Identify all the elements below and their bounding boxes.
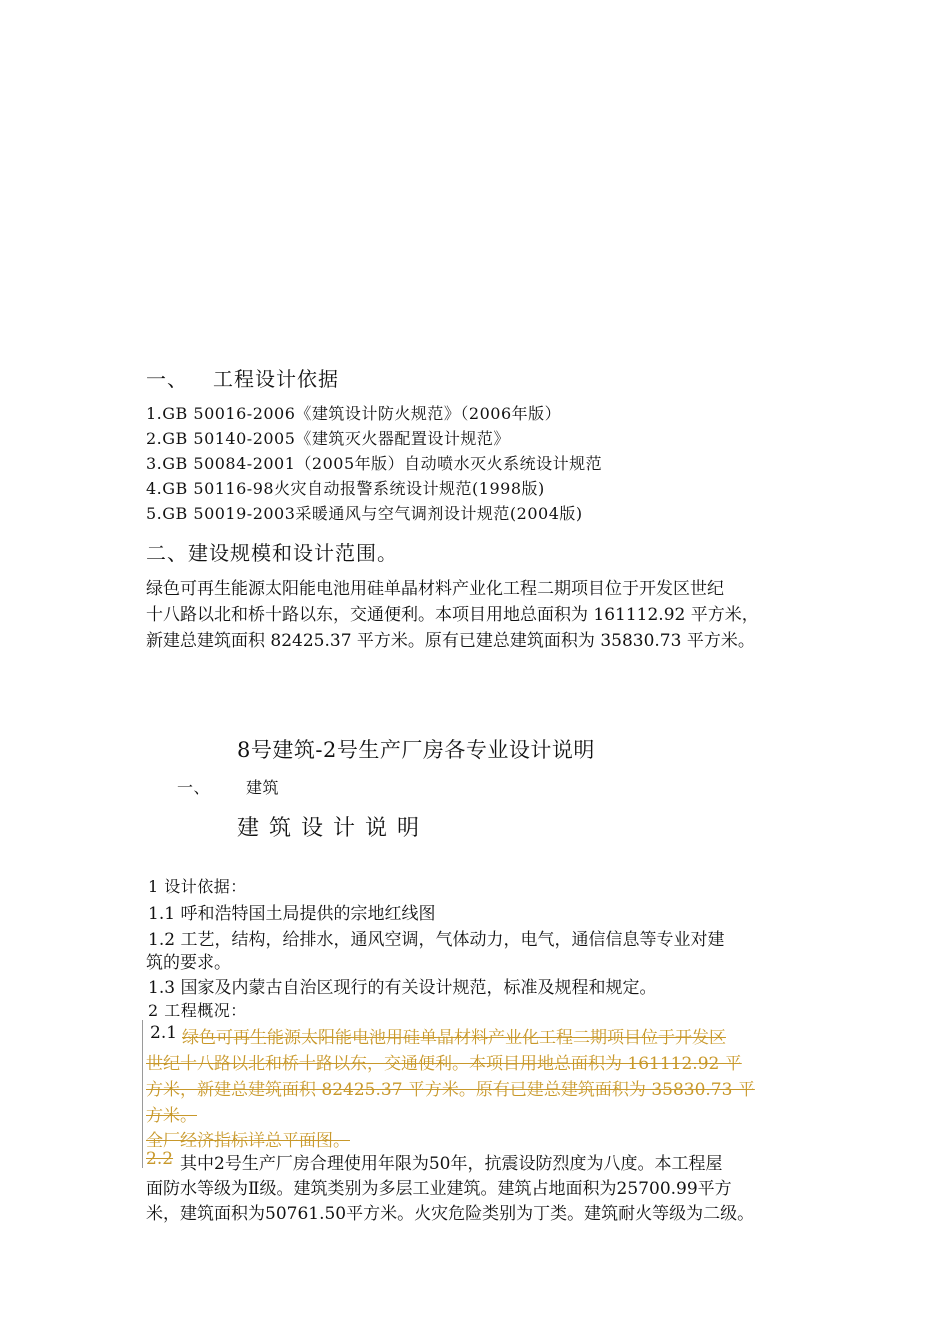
design-basis-heading: 1 设计依据： <box>148 877 247 896</box>
section2-heading: 二、建设规模和设计范围。 <box>146 541 398 565</box>
deleted-line: 方米，新建总建筑面积 82425.37 平方米。原有已建总建筑面积为 35830.73 平 <box>146 1080 755 1100</box>
design-basis-item: 1.1 呼和浩特国土局提供的宗地红线图 <box>148 904 436 924</box>
scope-line: 十八路以北和桥十路以东，交通便利。本项目用地总面积为 161112.92 平方米， <box>146 605 759 625</box>
building-sub-label: 建筑 <box>246 778 280 797</box>
deleted-line: 全厂经济指标详总平面图。 <box>146 1131 350 1151</box>
deleted-line: 方米。 <box>146 1106 197 1126</box>
spec-item: 3.GB 50084-2001（2005年版）自动喷水灭火系统设计规范 <box>146 454 603 473</box>
building-title: 8号建筑-2号生产厂房各专业设计说明 <box>237 738 595 762</box>
design-basis-item: 1.3 国家及内蒙古自治区现行的有关设计规范，标准及规程和规定。 <box>148 978 657 998</box>
scope-line: 绿色可再生能源太阳能电池用硅单晶材料产业化工程二期项目位于开发区世纪 <box>146 579 724 599</box>
section1-heading: 工程设计依据 <box>213 367 339 391</box>
paragraph-2-2-number: 2.2 <box>146 1149 174 1169</box>
spec-item: 2.GB 50140-2005《建筑灭火器配置设计规范》 <box>146 429 510 448</box>
deleted-line: 绿色可再生能源太阳能电池用硅单晶材料产业化工程二期项目位于开发区 <box>182 1028 726 1048</box>
paragraph-2-1-number: 2.1 <box>150 1023 178 1043</box>
overview-heading: 2 工程概况： <box>148 1001 247 1020</box>
overview-line: 其中2号生产厂房合理使用年限为50年，抗震设防烈度为八度。本工程屋 <box>180 1154 723 1174</box>
architecture-design-title: 建筑设计说明 <box>237 816 430 841</box>
scope-line: 新建总建筑面积 82425.37 平方米。原有已建总建筑面积为 35830.73 平方米。 <box>146 631 755 651</box>
spec-item: 4.GB 50116-98火灾自动报警系统设计规范(1998版) <box>146 479 545 498</box>
building-sub-number: 一、 <box>177 778 211 797</box>
design-basis-item: 1.2 工艺，结构，给排水，通风空调，气体动力，电气，通信信息等专业对建 <box>148 930 725 950</box>
spec-item: 5.GB 50019-2003采暖通风与空气调剂设计规范(2004版) <box>146 504 583 523</box>
overview-line: 米，建筑面积为50761.50平方米。火灾危险类别为丁类。建筑耐火等级为二级。 <box>146 1204 755 1224</box>
spec-item: 1.GB 50016-2006《建筑设计防火规范》（2006年版） <box>146 404 562 423</box>
overview-line: 面防水等级为Ⅱ级。建筑类别为多层工业建筑。建筑占地面积为25700.99平方 <box>146 1179 732 1199</box>
design-basis-item: 筑的要求。 <box>146 953 231 973</box>
deleted-line: 世纪十八路以北和桥十路以东，交通便利。本项目用地总面积为 161112.92 平 <box>146 1054 742 1074</box>
section1-number: 一、 <box>146 367 188 391</box>
revision-bar <box>142 1020 143 1168</box>
